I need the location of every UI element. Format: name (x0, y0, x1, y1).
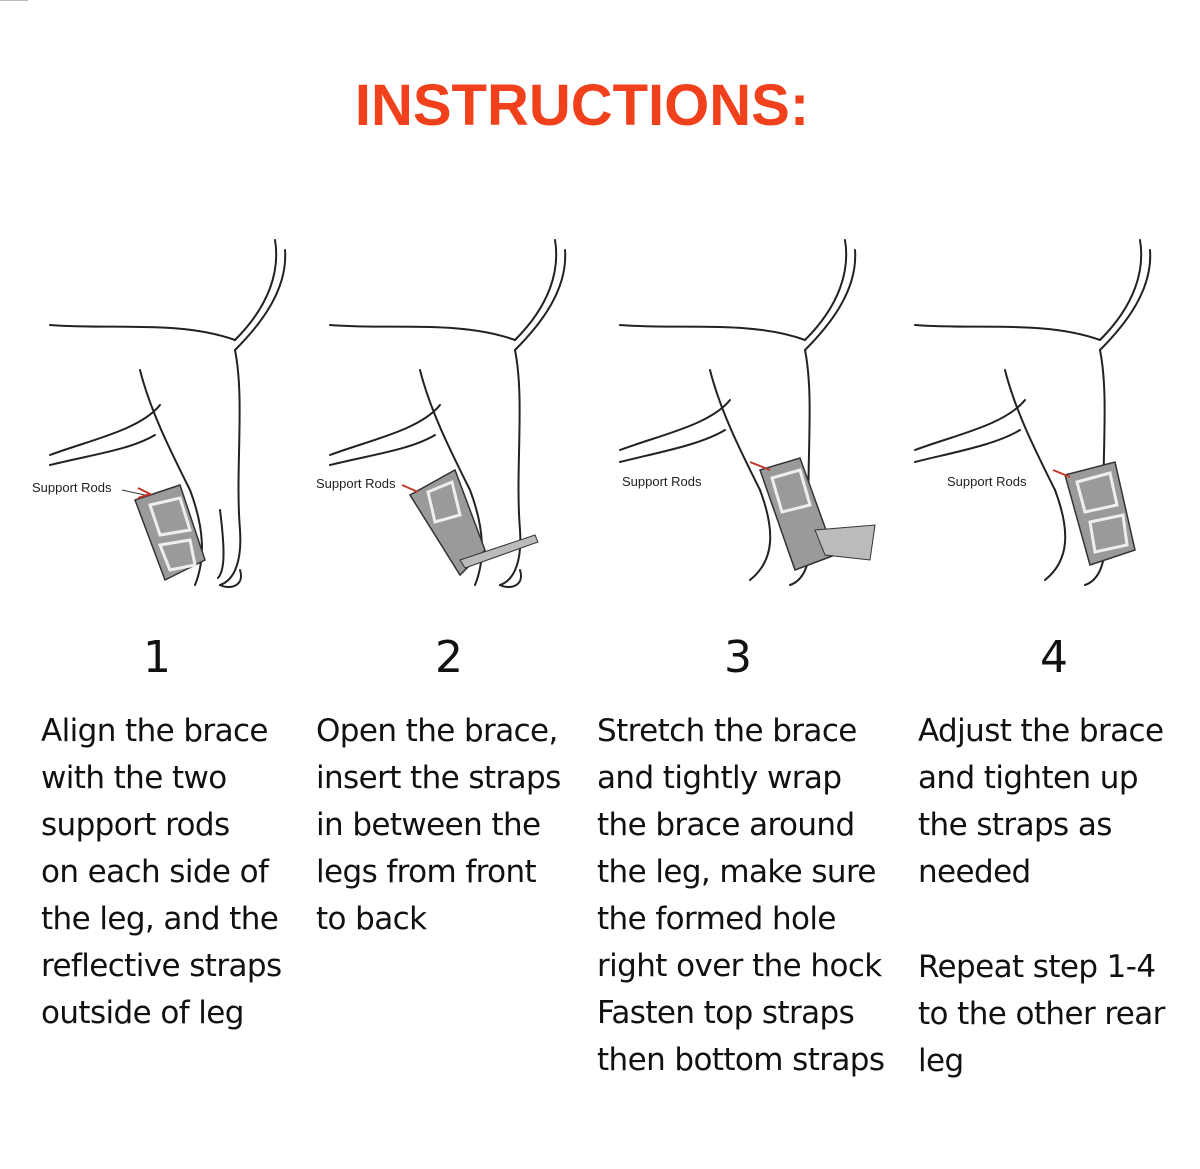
step-number-3: 3 (724, 632, 752, 683)
support-rods-label: Support Rods (622, 474, 702, 489)
brace-shape (1065, 462, 1135, 565)
brace-shape (135, 485, 205, 580)
support-rods-label: Support Rods (316, 476, 396, 491)
repeat-note: Repeat step 1-4 to the other rear leg (918, 949, 1165, 1079)
page-title: INSTRUCTIONS: (354, 73, 810, 138)
dog-leg-icon (600, 230, 900, 610)
step-number-4: 4 (1040, 632, 1068, 683)
dog-leg-icon (30, 230, 330, 610)
step-1-illustration (30, 230, 330, 610)
dog-leg-icon (310, 230, 610, 610)
step-text-2: Open the brace, insert the straps in between the legs from front to back (316, 713, 561, 937)
step-number-2: 2 (435, 632, 463, 683)
step-2-illustration (310, 230, 610, 610)
support-rods-label: Support Rods (947, 474, 1027, 489)
step-4-illustration (895, 230, 1195, 610)
step-text-3: Stretch the brace and tightly wrap the brace around the leg, make sure the formed hole right over the hock Fasten top straps then bottom straps (597, 713, 885, 1078)
step-number-1: 1 (143, 632, 171, 683)
brace-shape (760, 458, 875, 570)
dog-leg-icon (895, 230, 1195, 610)
step-text-4: Adjust the brace and tighten up the straps as needed (918, 713, 1164, 890)
support-rods-label: Support Rods (32, 480, 112, 495)
step-text-1: Align the brace with the two support rods on each side of the leg, and the reflective straps outside of leg (41, 713, 282, 1031)
step-3-illustration (600, 230, 900, 610)
corner-line (0, 0, 28, 1)
